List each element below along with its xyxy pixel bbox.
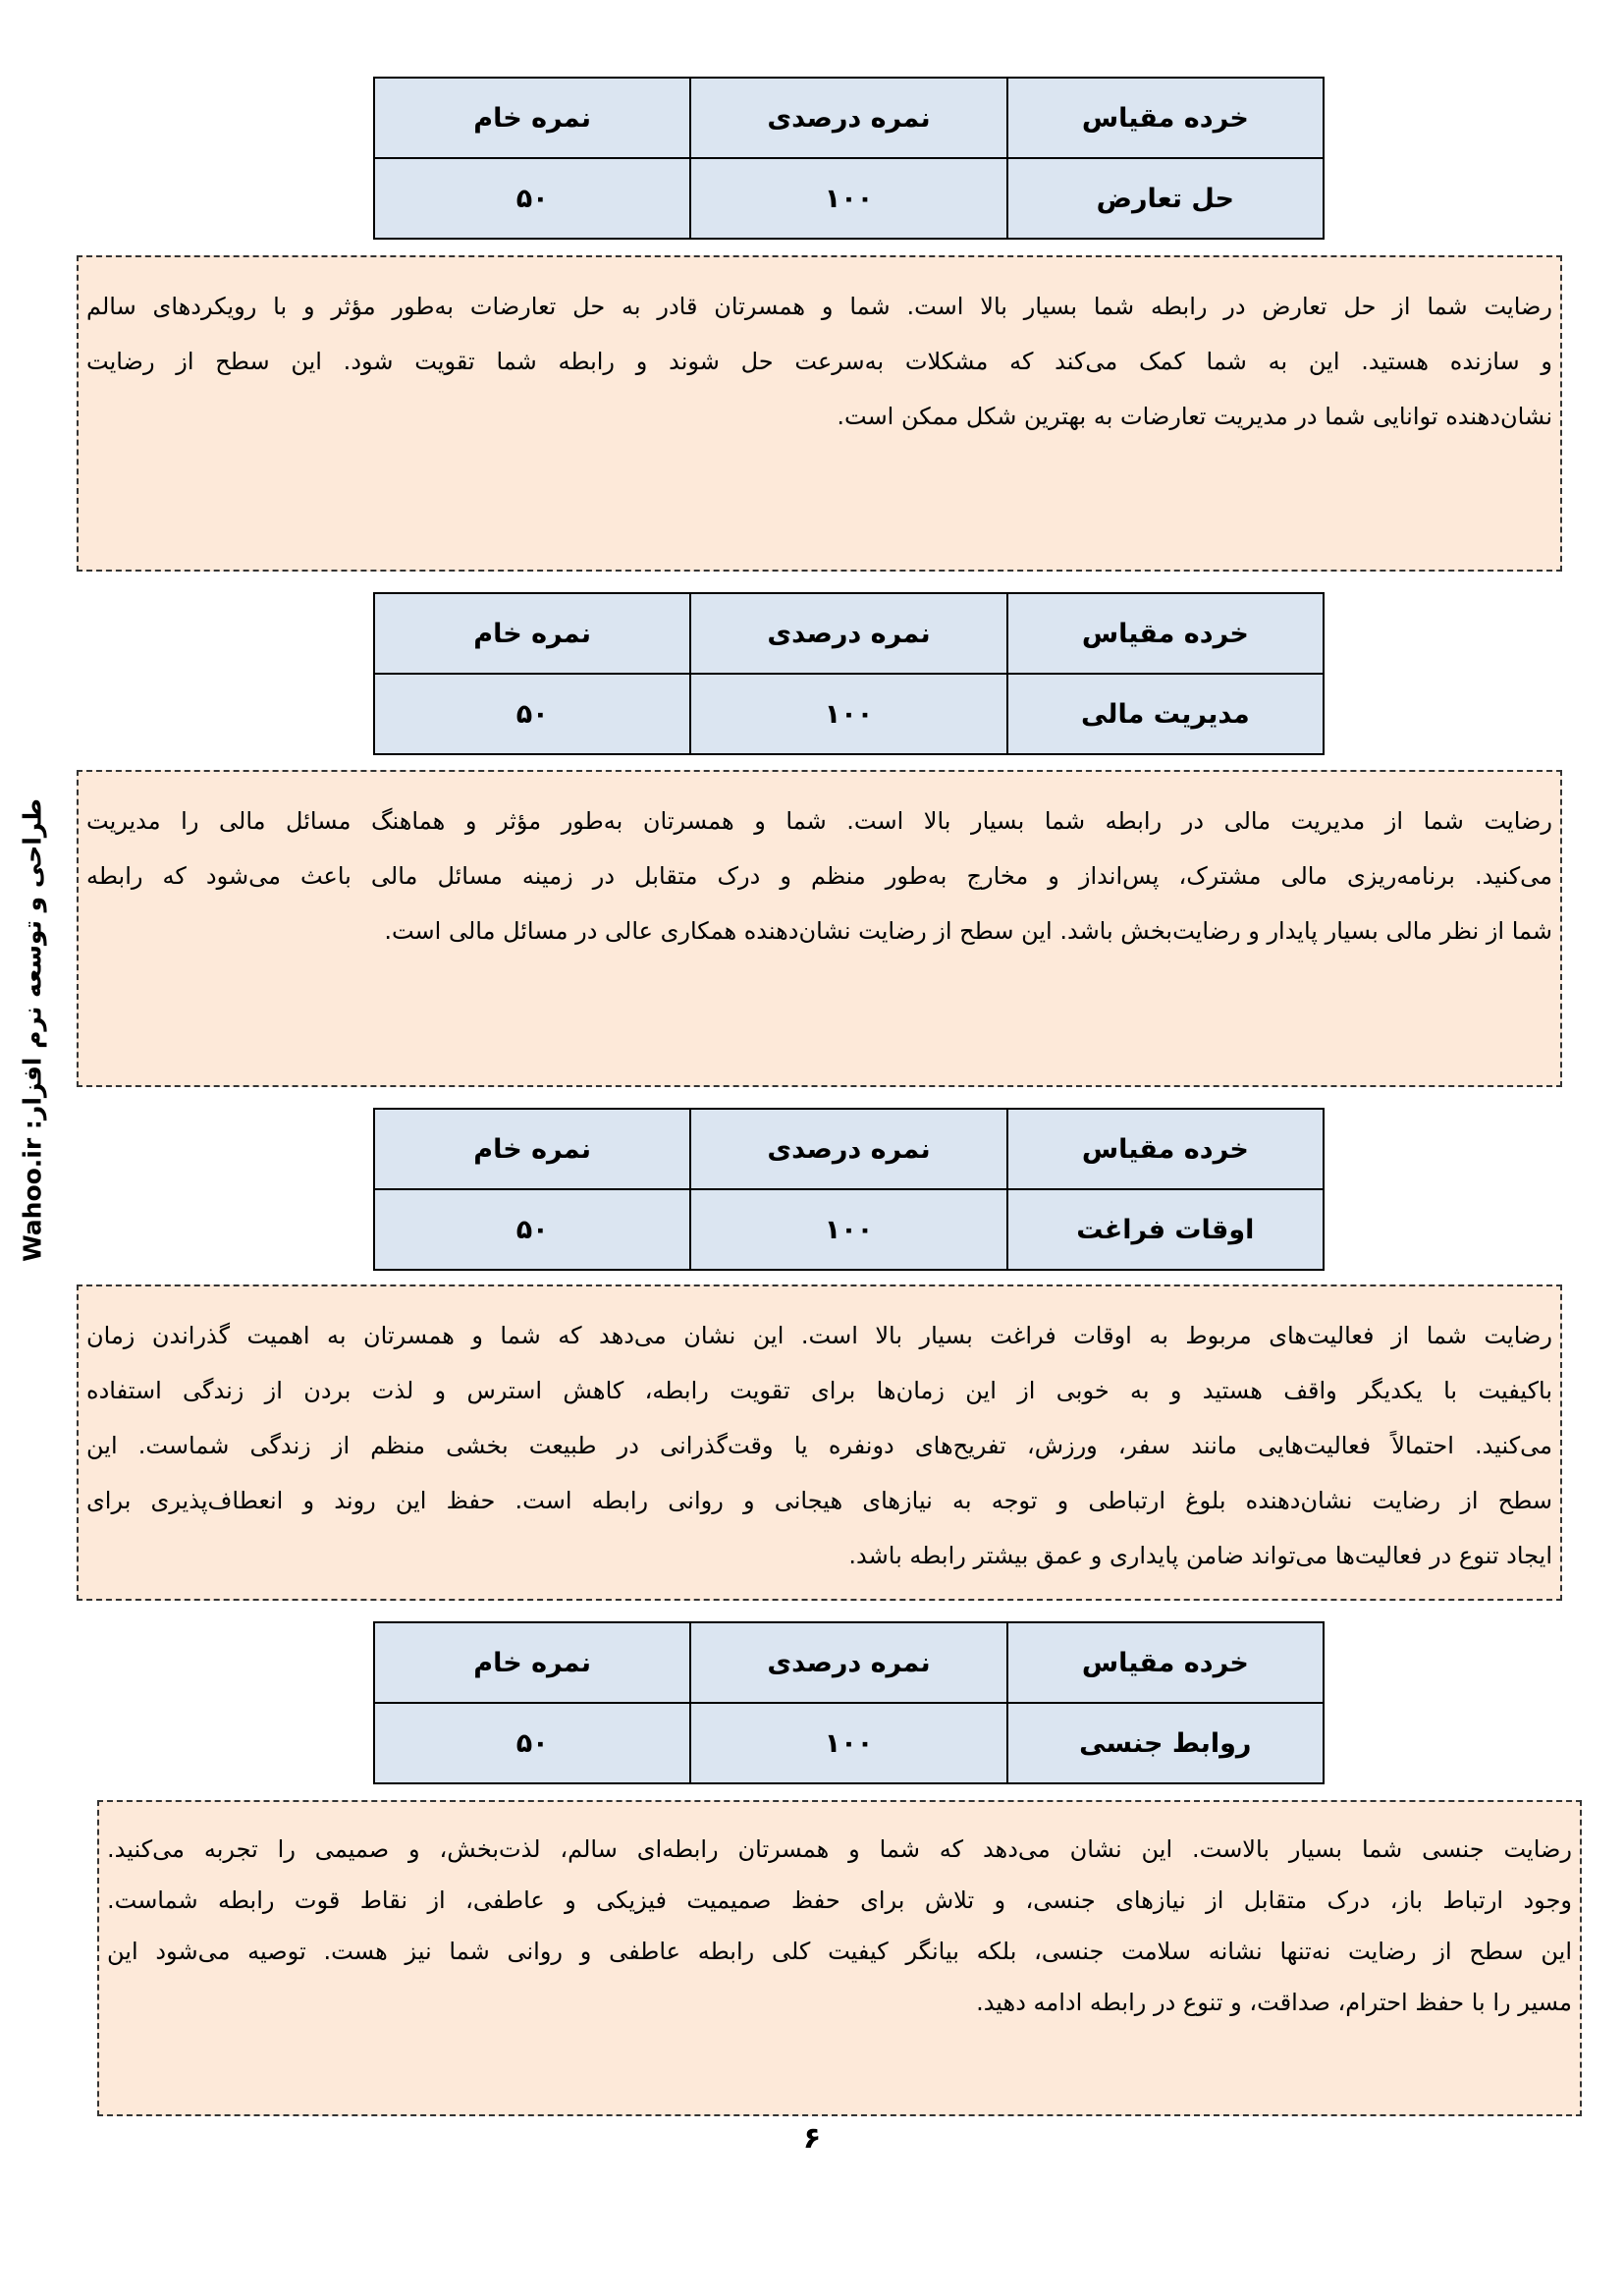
header-subscale: خرده مقیاس <box>1007 593 1324 674</box>
header-row <box>374 78 1324 158</box>
credit-site: Wahoo.ir <box>18 1137 47 1262</box>
header-row <box>374 1109 1324 1189</box>
description-line: این سطح از رضایت نه‌تنها نشانه سلامت جنسی، بلکه بیانگر کیفیت کلی رابطه عاطفی و روانی شما نیز هست. توصیه می‌شود این <box>107 1938 1572 1965</box>
header-row <box>374 1622 1324 1703</box>
header-percent: نمره درصدی <box>690 593 1006 674</box>
page-number: ۶ <box>802 2121 822 2156</box>
raw-score: ۵۰ <box>374 158 690 239</box>
header-raw: نمره خام <box>374 78 690 158</box>
raw-score: ۵۰ <box>374 674 690 754</box>
description-line: رضایت شما از مدیریت مالی در رابطه شما بسیار بالا است. شما و همسرتان به‌طور مؤثر و هماهنگ مسائل مالی را مدیریت <box>86 807 1552 835</box>
description-line: رضایت شما از فعالیت‌های مربوط به اوقات فراغت بسیار بالا است. این نشان می‌دهد که شما و همسرتان به اهمیت گذراندن زمان <box>86 1322 1552 1349</box>
description-line: می‌کنید. برنامه‌ریزی مالی مشترک، پس‌انداز و مخارج به‌طور منظم و درک متقابل در زمینه مسائل مالی باعث می‌شود که رابطه <box>86 862 1552 890</box>
description-line: نشان‌دهنده توانایی شما در مدیریت تعارضات به بهترین شکل ممکن است. <box>837 403 1552 430</box>
score-table <box>373 77 1325 240</box>
description-box <box>97 1800 1582 2116</box>
side-credit <box>19 798 47 1262</box>
description-line: رضایت جنسی شما بسیار بالاست. این نشان می‌دهد که شما و همسرتان رابطه‌ای سالم، لذت‌بخش، و صمیمی را تجربه می‌کنید. <box>107 1835 1572 1863</box>
percent-score: ۱۰۰ <box>690 1703 1006 1783</box>
subscale-name: مدیریت مالی <box>1007 674 1324 754</box>
description-line: سطح از رضایت نشان‌دهنده بلوغ ارتباطی و توجه به نیازهای هیجانی و روانی رابطه است. حفظ این روند و انعطاف‌پذیری برای <box>86 1487 1552 1514</box>
header-raw: نمره خام <box>374 1622 690 1703</box>
header-row <box>374 593 1324 674</box>
description-line: ایجاد تنوع در فعالیت‌ها می‌تواند ضامن پایداری و عمق بیشتر رابطه باشد. <box>848 1542 1552 1569</box>
description-line: شما از نظر مالی بسیار پایدار و رضایت‌بخش باشد. این سطح از رضایت نشان‌دهنده همکاری عالی در مسائل مالی است. <box>384 917 1552 945</box>
description-box <box>77 255 1562 572</box>
subscale-name: حل تعارض <box>1007 158 1324 239</box>
percent-score: ۱۰۰ <box>690 1189 1006 1270</box>
description-line: و سازنده هستید. این به شما کمک می‌کند که مشکلات به‌سرعت حل شوند و رابطه شما تقویت شود. این سطح از رضایت <box>86 348 1552 375</box>
description-line: رضایت شما از حل تعارض در رابطه شما بسیار بالا است. شما و همسرتان قادر به حل تعارضات به‌طور مؤثر و با رویکردهای سالم <box>86 293 1552 320</box>
score-table <box>373 1621 1325 1784</box>
percent-score: ۱۰۰ <box>690 158 1006 239</box>
credit-label: طراحی و توسعه نرم افزار: <box>18 798 47 1130</box>
score-row <box>374 158 1324 239</box>
score-row <box>374 1189 1324 1270</box>
header-raw: نمره خام <box>374 1109 690 1189</box>
raw-score: ۵۰ <box>374 1189 690 1270</box>
header-percent: نمره درصدی <box>690 78 1006 158</box>
score-table <box>373 1108 1325 1271</box>
description-box <box>77 1285 1562 1601</box>
header-percent: نمره درصدی <box>690 1622 1006 1703</box>
header-percent: نمره درصدی <box>690 1109 1006 1189</box>
subscale-name: روابط جنسی <box>1007 1703 1324 1783</box>
header-subscale: خرده مقیاس <box>1007 1109 1324 1189</box>
score-table <box>373 592 1325 755</box>
description-line: می‌کنید. احتمالاً فعالیت‌هایی مانند سفر، ورزش، تفریح‌های دونفره یا وقت‌گذرانی در طبیعت بخشی منظم از زندگی شماست. این <box>86 1432 1552 1459</box>
score-row <box>374 674 1324 754</box>
score-row <box>374 1703 1324 1783</box>
header-subscale: خرده مقیاس <box>1007 1622 1324 1703</box>
description-line: باکیفیت با یکدیگر واقف هستید و به خوبی از این زمان‌ها برای تقویت رابطه، کاهش استرس و لذت بردن از زندگی استفاده <box>86 1377 1552 1404</box>
percent-score: ۱۰۰ <box>690 674 1006 754</box>
subscale-name: اوقات فراغت <box>1007 1189 1324 1270</box>
header-subscale: خرده مقیاس <box>1007 78 1324 158</box>
description-line: وجود ارتباط باز، درک متقابل از نیازهای جنسی، و تلاش برای حفظ صمیمیت فیزیکی و عاطفی، از نقاط قوت رابطه شماست. <box>107 1886 1572 1914</box>
description-line: مسیر را با حفظ احترام، صداقت، و تنوع در رابطه ادامه دهید. <box>976 1989 1572 2016</box>
description-box <box>77 770 1562 1087</box>
header-raw: نمره خام <box>374 593 690 674</box>
raw-score: ۵۰ <box>374 1703 690 1783</box>
